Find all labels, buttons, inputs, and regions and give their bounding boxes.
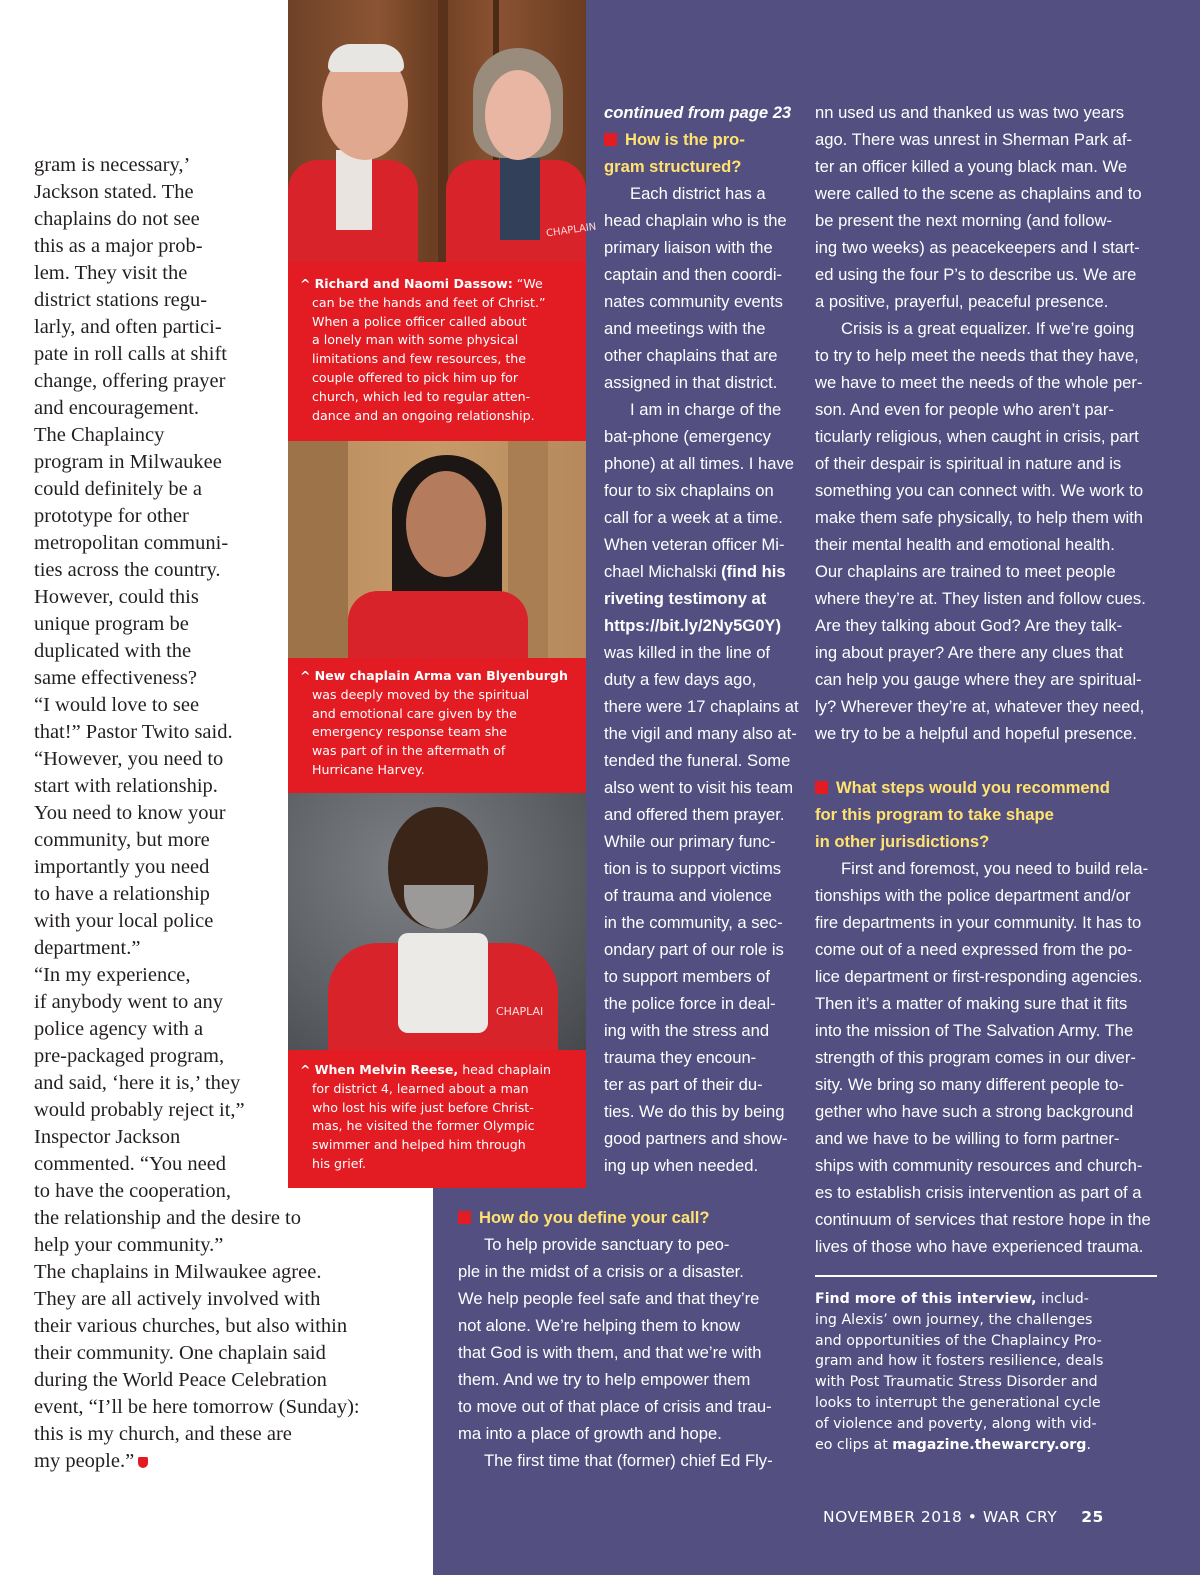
paragraph: To help provide sanctuary to peo- ple in the midst of a crisis or a disaster. We help people feel safe and that they’re not alone. We’re helping them to know that God is with them, and that we’re with them. And we try to help empower them to move out of that place of crisis and trau- ma into a place of growth and hope.: [458, 1235, 772, 1443]
paragraph-text: The chaplains in Milwaukee agree. They are all actively involved with their various churches, but also within their community. One chaplain said during the World Peace Celebration event, “I’ll be here tomorrow (Sunday): this is my church, and these are my people.”: [34, 1261, 360, 1472]
photo-dassow: [288, 0, 597, 262]
paragraph: “In my experience, if anybody went to any police agency with a pre-packaged program, and said, ‘here it is,’ they would probably reject it,” Inspector Jackson commented. “You need to have the cooperation, the relationship and the desire to help your community.”: [34, 964, 301, 1256]
divider: [815, 1275, 1157, 1277]
woman-face: [406, 471, 486, 577]
middle-article-column: [604, 99, 804, 1179]
caption-text: was deeply moved by the spiritual and emotional care given by the emergency response team she was part of in the aftermath of Hurricane Harvey.: [312, 686, 530, 777]
paragraph: Each district has a head chaplain who is the primary liaison with the captain and then coordi- nates community events and meetings with the other chaplains that are assigned in that district.: [604, 184, 787, 392]
magazine-link[interactable]: magazine.thewarcry.org: [892, 1436, 1087, 1453]
caption-text: head chaplain for district 4, learned about a man who lost his wife just before Christ- mas, he visited the former Olympic swimmer and helped him through his grief.: [312, 1062, 551, 1171]
door-frame: [288, 441, 348, 658]
find-more-text: includ- ing Alexis’ own journey, the challenges and opportunities of the Chaplaincy Pro- gram and how it fosters resilience, deals with Post Traumatic Stress Disorder and looks to interrupt the generational cycle of violence and poverty, along with vid- eo clips at: [815, 1291, 1104, 1453]
question-text: What steps would you recommend for this program to take shape in other jurisdictions?: [815, 778, 1110, 851]
page-number: 25: [1081, 1508, 1104, 1526]
vest-badge-text: CHAPLAIN: [545, 221, 597, 240]
paragraph: Crisis is a great equalizer. If we’re going to try to help meet the needs that they have, we have to meet the needs of the whole per- son. And even for people who aren’t par- ticularly religious, when caught in crisis, part of their despair is spiritual in nature and is something you can connect with. We work to make them safe physically, to help them with their mental health and emotional health. Our chaplains are trained to meet people where they’re at. They listen and follow cues. Are they talking about God? Are they talk- ing about prayer? Are there any clues that can help you gauge where they are spiritual- ly? Wherever they’re at, whatever they need, we try to be a helpful and hopeful presence.: [815, 319, 1146, 743]
caption-lead: New chaplain Arma van Blyenburgh: [314, 668, 568, 683]
question-heading: [815, 774, 1165, 855]
photo-van-blyenburgh: [288, 441, 586, 658]
right-article-column: [815, 99, 1165, 1260]
find-more-lead: Find more of this interview,: [815, 1291, 1037, 1307]
continued-note: continued from page 23: [604, 103, 792, 122]
paragraph-text: I am in charge of the bat-phone (emergency phone) at all times. I have four to six chaplains on call for a week at a time. When veteran officer Mi- chael Michalski: [604, 400, 795, 581]
caret-up-icon: ^: [300, 1062, 311, 1077]
photo-caption: [288, 1050, 586, 1188]
woman-face: [485, 70, 551, 160]
testimony-link-note: (find his riveting testimony at https://bit.ly/2Ny5G0Y): [604, 562, 786, 635]
caret-up-icon: ^: [300, 668, 311, 683]
paragraph: First and foremost, you need to build rela- tionships with the police department and/or fire departments in your community. It has to come out of a need expressed from the po- lice department or first-responding agencies. Then it’s a matter of making sure that it fits into the mission of The Salvation Army. The strength of this program comes in our diver- sity. We bring so many different people to- gether who have such a strong background and we have to be willing to form partner- ships with community resources and church- es to establish crisis intervention as part of a continuum of services that restore hope in the lives of those who have experienced trauma.: [815, 859, 1151, 1256]
shield-end-mark-icon: [138, 1457, 148, 1468]
paragraph: gram is necessary,’ Jackson stated. The chaplains do not see this as a major prob- lem. They visit the district stations regu- larly, and often partici- pate in roll calls at shift change, offering prayer and encouragement.: [34, 154, 227, 419]
paragraph-text: was killed in the line of duty a few days ago, there were 17 chaplains at the vigil and many also at- tended the funeral. Some also went to visit his team and offered them prayer. While our primary func- tion is to support victims of trauma and violence in the community, a sec- ondary part of our role is to support members of the police force in deal- ing with the stress and trauma they encoun- ter as part of their du- ties. We do this by being good partners and show- ing up when needed.: [604, 643, 799, 1175]
vest-badge-text: CHAPLAI: [496, 1005, 544, 1018]
paragraph: [604, 396, 804, 1179]
caption-lead: Richard and Naomi Dassow:: [314, 276, 513, 291]
question-text: How is the pro- gram structured?: [604, 130, 745, 176]
question-text: How do you define your call?: [479, 1208, 710, 1227]
man-shirt: [336, 150, 372, 230]
photo-reese: [288, 793, 586, 1050]
man-hair: [328, 44, 404, 72]
paragraph: nn used us and thanked us was two years ago. There was unrest in Sherman Park af- ter an officer killed a young black man. We were called to the scene as chaplains and to be present the next morning (and follow- ing two weeks) as peacekeepers and I start- ed using the four P’s to describe us. We are a positive, prayerful, peaceful presence.: [815, 103, 1142, 311]
man-shirt: [398, 933, 488, 1033]
photo-caption: [288, 658, 586, 793]
red-square-bullet-icon: [604, 133, 617, 146]
issue-label: NOVEMBER 2018 • WAR CRY: [823, 1508, 1058, 1526]
question-heading: [458, 1204, 798, 1231]
photo-caption: [288, 262, 586, 441]
woman-shirt: [500, 150, 540, 240]
caption-text: “We can be the hands and feet of Christ.” When a police officer called about a lonely man with some physical limitations and few resources, the couple offered to pick him up for church, which led to regular atten- dance and an ongoing relationship.: [312, 276, 546, 423]
question-heading: [604, 126, 804, 180]
red-square-bullet-icon: [458, 1211, 471, 1224]
find-more-tail: .: [1086, 1436, 1091, 1453]
caption-lead: When Melvin Reese,: [314, 1062, 459, 1077]
paragraph: “I would love to see that!” Pastor Twito said. “However, you need to start with relationship. You need to know your community, but more importantly you need to have a relationship with your local police department.”: [34, 694, 233, 959]
bottom-article-column: [458, 1204, 798, 1474]
red-square-bullet-icon: [815, 781, 828, 794]
paragraph: The Chaplaincy program in Milwaukee could definitely be a prototype for other metropolitan communi- ties across the country. However, could this unique program be duplicated with the same effectiveness?: [34, 424, 229, 689]
paragraph: The first time that (former) chief Ed Fly-: [484, 1451, 773, 1470]
page-footer: [823, 1508, 1104, 1526]
find-more-note: [815, 1289, 1160, 1455]
paragraph-final: [34, 1259, 414, 1475]
caret-up-icon: ^: [300, 276, 311, 291]
